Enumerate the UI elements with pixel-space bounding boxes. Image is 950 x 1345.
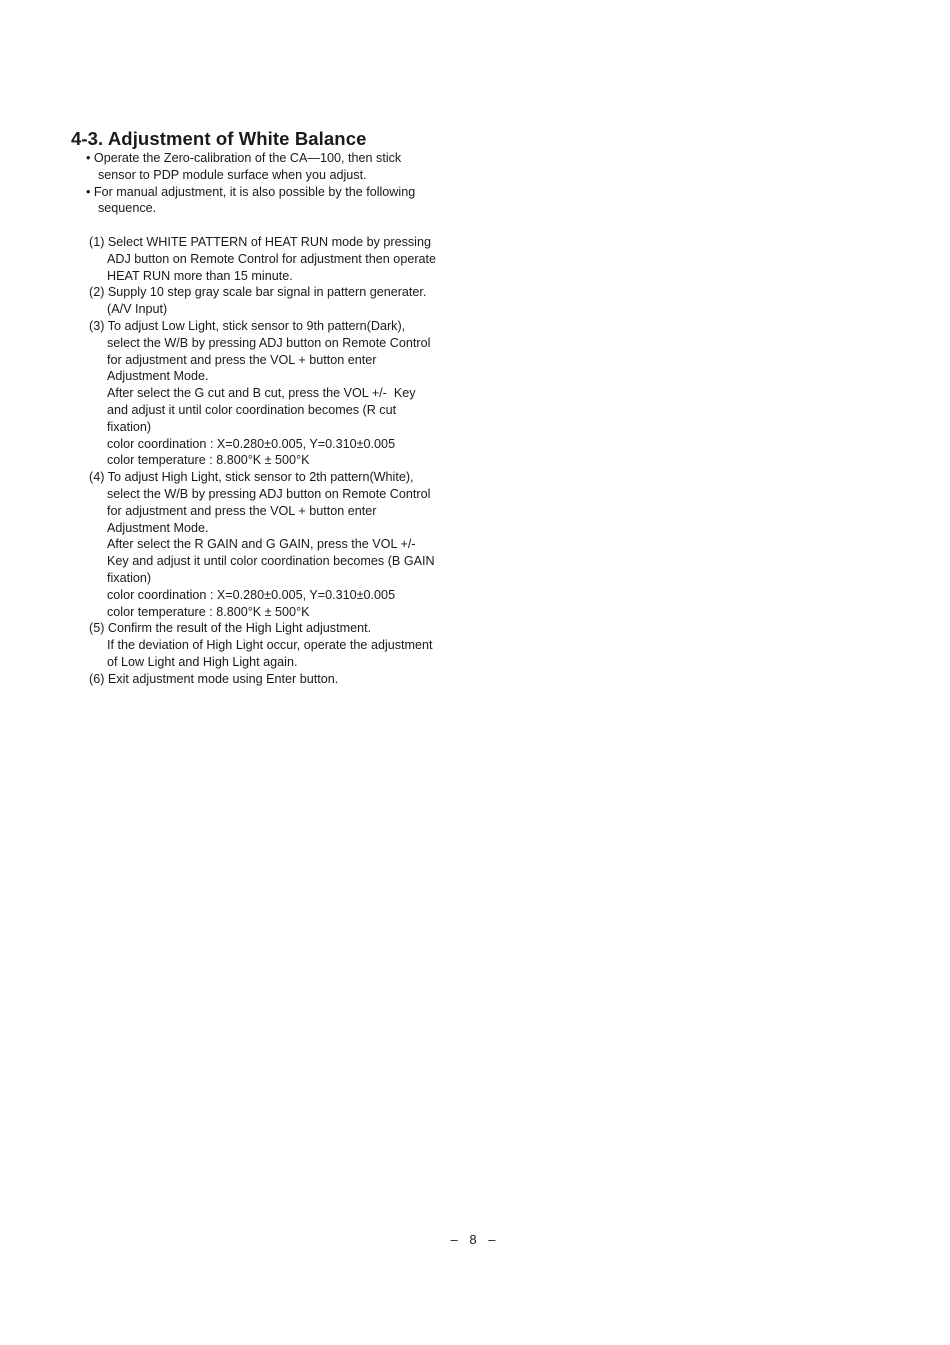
step-line: (6) Exit adjustment mode using Enter button. [89, 671, 339, 686]
section-body [86, 150, 486, 688]
blank-spacer [86, 217, 486, 234]
step-line: (A/V Input) [107, 302, 168, 317]
bullet-item [86, 150, 486, 184]
step-line: color coordination : X=0.280±0.005, Y=0.310±0.005 [107, 436, 396, 451]
page-number: – 8 – [450, 1232, 500, 1247]
bullet-line: sequence. [98, 201, 157, 216]
step-line: for adjustment and press the VOL + button enter [107, 352, 377, 367]
step-line: Adjustment Mode. [107, 369, 209, 384]
step-item [86, 620, 486, 670]
step-line: fixation) [107, 419, 152, 434]
step-line: (3) To adjust Low Light, stick sensor to 9th pattern(Dark), [89, 318, 406, 333]
step-line: color coordination : X=0.280±0.005, Y=0.310±0.005 [107, 587, 396, 602]
step-line: ADJ button on Remote Control for adjustment then operate [107, 251, 437, 266]
step-line: and adjust it until color coordination becomes (R cut [107, 402, 397, 417]
step-line: After select the G cut and B cut, press the VOL +/- Key [107, 386, 416, 401]
step-line: select the W/B by pressing ADJ button on Remote Control [107, 486, 431, 501]
bullet-line: sensor to PDP module surface when you adjust. [98, 167, 367, 182]
step-line: (4) To adjust High Light, stick sensor to 2th pattern(White), [89, 470, 414, 485]
step-item [86, 671, 486, 688]
section-title: 4-3. Adjustment of White Balance [71, 128, 367, 149]
step-line: If the deviation of High Light occur, operate the adjustment [107, 638, 433, 653]
bullet-line: • For manual adjustment, it is also possible by the following [86, 184, 416, 199]
step-line: HEAT RUN more than 15 minute. [107, 268, 293, 283]
step-item [86, 318, 486, 469]
step-line: After select the R GAIN and G GAIN, press the VOL +/- [107, 537, 416, 552]
step-line: of Low Light and High Light again. [107, 654, 298, 669]
step-line: color temperature : 8.800°K ± 500°K [107, 604, 310, 619]
step-line: Adjustment Mode. [107, 520, 209, 535]
step-line: fixation) [107, 570, 152, 585]
step-item [86, 234, 486, 284]
step-line: for adjustment and press the VOL + button enter [107, 503, 377, 518]
bullet-item [86, 184, 486, 218]
step-line: (5) Confirm the result of the High Light adjustment. [89, 621, 372, 636]
step-line: select the W/B by pressing ADJ button on Remote Control [107, 335, 431, 350]
step-line: (2) Supply 10 step gray scale bar signal in pattern generater. [89, 285, 427, 300]
step-line: color temperature : 8.800°K ± 500°K [107, 453, 310, 468]
step-line: Key and adjust it until color coordination becomes (B GAIN [107, 554, 435, 569]
bullet-line: • Operate the Zero-calibration of the CA—100, then stick [86, 151, 402, 165]
step-item [86, 284, 486, 318]
step-line: (1) Select WHITE PATTERN of HEAT RUN mode by pressing [89, 234, 431, 249]
step-item [86, 469, 486, 620]
